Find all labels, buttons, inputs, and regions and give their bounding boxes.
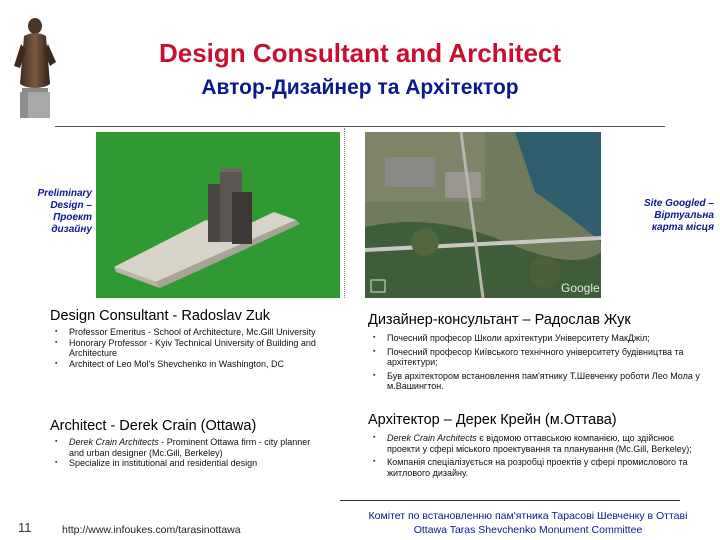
list-item: ▪ Architect of Leo Mol's Shevchenko in Washington, DC xyxy=(50,359,322,370)
consultant-heading-english: Design Consultant - Radoslav Zuk xyxy=(50,308,271,324)
caption-line: карта місця xyxy=(651,222,714,233)
title-divider xyxy=(55,126,665,127)
preliminary-design-render xyxy=(96,132,340,298)
item-text: є відомою оттавською компанією, що здійснює проекти у сфері міського проектування та планування (Mc.Gill, Berkeley); xyxy=(387,433,692,454)
slide-title-ukrainian: Автор-Дизайнер та Архітектор xyxy=(201,76,519,99)
slide-title-english: Design Consultant and Architect xyxy=(158,38,562,68)
architect-heading-ukrainian: Архітектор – Дерек Крейн (м.Оттава) xyxy=(368,412,617,428)
list-item xyxy=(368,433,702,454)
architect-heading-english: Architect - Derek Crain (Ottawa) xyxy=(50,418,257,434)
site-aerial-map xyxy=(365,132,601,298)
caption-line: дизайну xyxy=(51,224,92,235)
preliminary-design-caption xyxy=(0,188,92,236)
list-item xyxy=(50,437,322,458)
committee-name-ukrainian: Комітет по встановленню пам'ятника Тарасові Шевченку в Оттаві xyxy=(368,510,688,522)
footer-divider xyxy=(340,500,680,501)
caption-line: Проект xyxy=(53,212,92,223)
architect-list-english xyxy=(50,437,322,469)
page-number: 11 xyxy=(18,520,32,535)
committee-name-english: Ottawa Taras Shevchenko Monument Committee xyxy=(413,524,643,536)
google-logo: Google xyxy=(561,281,600,295)
architect-list-ukrainian xyxy=(368,433,702,478)
consultant-list-ukrainian xyxy=(368,333,702,392)
list-item xyxy=(50,458,322,469)
item-text: Компанія спеціалізується на розробці проектів у сфері промислового та житлового дизайну. xyxy=(387,457,688,478)
list-item: ▪ Почесний професор Київського технічного університету будівництва та архітектури; xyxy=(368,347,702,368)
site-googled-caption xyxy=(606,198,714,234)
list-item: ▪ Почесний професор Школи архітектури Університету МакДжіл; xyxy=(368,333,702,344)
image-separator xyxy=(344,128,345,298)
caption-line: Site Googled – xyxy=(643,198,714,209)
caption-line: Preliminary xyxy=(37,188,92,199)
list-item: ▪ Professor Emeritus - School of Architecture, Mc.Gill University xyxy=(50,327,322,338)
list-item: ▪ Був архітектором встановлення пам'ятнику Т.Шевченку роботи Лео Мола у м.Вашингтон. xyxy=(368,371,702,392)
caption-line: Віртуальна xyxy=(654,210,714,221)
list-item: ▪ Honorary Professor - Kyiv Technical University of Building and Architecture xyxy=(50,338,322,359)
caption-line: Design – xyxy=(50,200,92,211)
item-text: - Prominent Ottawa firm - city planner and urban designer (Mc.Gill, Berkeley) xyxy=(69,437,311,458)
item-text: Specialize in institutional and residential design xyxy=(69,458,258,469)
firm-name: Derek Crain Architects xyxy=(69,437,159,447)
list-item xyxy=(368,457,702,478)
consultant-list-english xyxy=(50,327,322,369)
consultant-heading-ukrainian: Дизайнер-консультант – Радослав Жук xyxy=(368,312,631,328)
footer-url-link[interactable]: http://www.infoukes.com/tarasinottawa xyxy=(62,524,241,536)
firm-name: Derek Crain Architects xyxy=(387,433,477,443)
